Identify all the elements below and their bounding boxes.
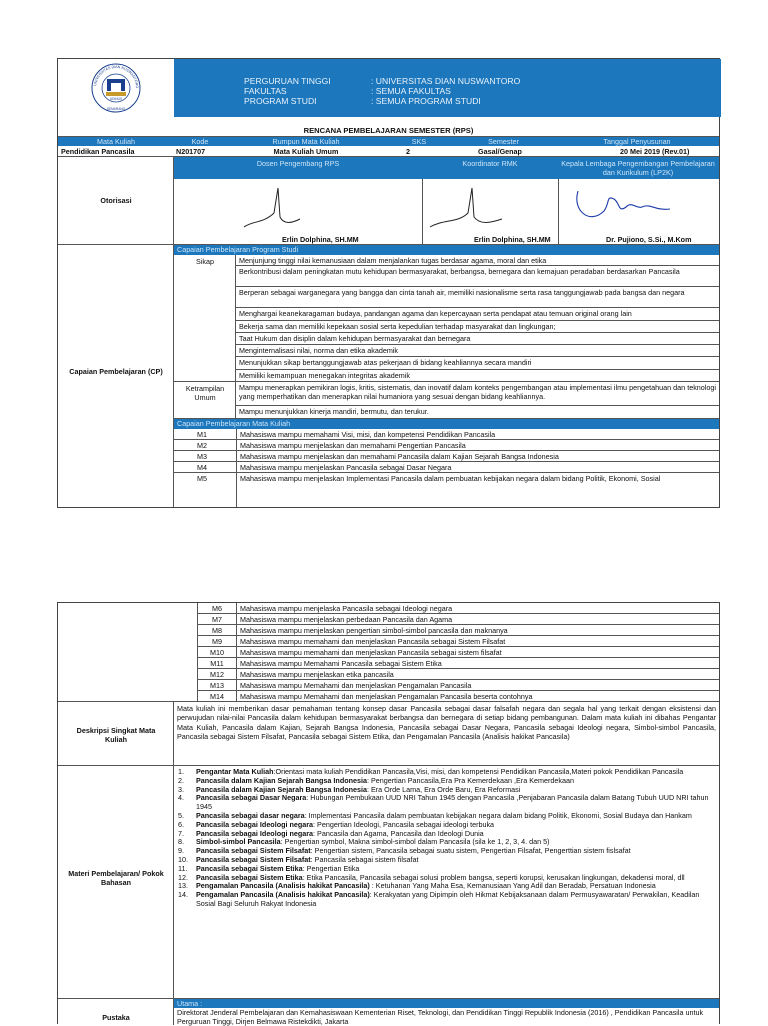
name-dosen: Erlin Dolphina, SH.MM bbox=[282, 235, 359, 244]
materi-number: 14. bbox=[178, 890, 188, 900]
cp-mk-row: M10 Mahasiswa mampu memahami dan menjelaskan Pancasila sebagai sistem filsafat bbox=[198, 647, 719, 658]
materi-topic: Pancasila sebagai dasar negara bbox=[196, 810, 305, 820]
course-date: 20 Mei 2019 (Rev.01) bbox=[620, 147, 690, 156]
pustaka-utama-text: Direktorat Jenderal Pembelajaran dan Kemahasiswaan Kementerian Riset, Teknologi, dan Pendidikan Tinggi Republik Indonesia (2016) , Pendidikan Pancasila untuk Perguruan Tinggi, Dirjen Belmawa Ristekdikti, Jakarta bbox=[177, 1008, 704, 1026]
col-rumpun: Rumpun Mata Kuliah bbox=[272, 137, 340, 146]
materi-detail: : Etika Pancasila, Pancasila sebagai solusi problem bangsa, seperti korupsi, kerusakan lingkungan, dekadensi moral, dll bbox=[302, 872, 685, 882]
sikap-item: Menginternalisasi nilai, norma dan etika akademik bbox=[236, 345, 719, 357]
materi-topic: Pancasila dalam Kajian Sejarah Bangsa Indonesia bbox=[196, 775, 367, 785]
sikap-item: Memiliki kemampuan menegakan integritas akademik bbox=[236, 370, 719, 382]
cp-mk-row: M8 Mahasiswa mampu menjelaskan pengertian simbol-simbol pancasila dan maknanya bbox=[198, 625, 719, 636]
rps-page-2 bbox=[57, 602, 720, 1024]
materi-number: 9. bbox=[178, 846, 184, 856]
col-mata-kuliah: Mata Kuliah bbox=[97, 137, 135, 146]
sikap-item: Bekerja sama dan memiliki kepekaan sosial serta kepedulian terhadap masyarakat dan lingkungan; bbox=[236, 321, 719, 333]
label-fakultas: FAKULTAS bbox=[244, 86, 287, 96]
label-perguruan-tinggi: PERGURUAN TINGGI bbox=[244, 76, 331, 86]
role-dosen: Dosen Pengembang RPS bbox=[256, 159, 340, 168]
course-name: Pendidikan Pancasila bbox=[61, 147, 135, 156]
cp-mk-continuation-label bbox=[58, 603, 198, 702]
cp-mk-row: M12 Mahasiswa mampu menjelaskan etika pancasila bbox=[198, 669, 719, 680]
ketrampilan-list bbox=[236, 382, 719, 419]
materi-number: 1. bbox=[178, 767, 184, 776]
sikap-item: Menjunjung tinggi nilai kemanusiaan dalam menjalankan tugas berdasar agama, moral dan etika bbox=[236, 255, 719, 266]
materi-number: 3. bbox=[178, 784, 184, 794]
materi-topic: Pancasila sebagai Ideologi negara bbox=[196, 828, 314, 838]
svg-text:UNIVERSITAS DIAN NUSWANTORO: UNIVERSITAS DIAN NUSWANTORO bbox=[93, 64, 140, 89]
header-spacer bbox=[174, 59, 227, 117]
materi-detail: : Pengertian symbol, Makna simbol-simbol dalam Pancasila (sila ke 1, 2, 3, 4. dan 5) bbox=[280, 837, 550, 847]
cp-mk-row: M6 Mahasiswa mampu menjelaska Pancasila sebagai Ideologi negara bbox=[198, 603, 719, 614]
materi-detail: : Pengertian Ideologi, Pancasila sebagai ideologi terbuka bbox=[313, 819, 495, 829]
pustaka-label-cell bbox=[58, 999, 174, 1025]
otorisasi-roles-row bbox=[174, 157, 719, 179]
materi-detail: :Orientasi mata kuliah Pendidikan Pancasila,Visi, misi, dan kompetensi Pendidikan Pancasila,Materi pokok Pendidikan Pancasila bbox=[273, 767, 684, 776]
deskripsi-text: Mata kuliah ini memberikan dasar pemahaman tentang konsep dasar Pancasila sebagai dasar falsafah negara dan segala hal yang terkait dengan eksistensi dan perwujudan nilai-nilai Pancasila dalam kehidupan bermasyarakat berbangsa dan bernegara di setiap bidang pembangunan. Dalam mata kuliah ini dibahas Pengantar Mata Kuliah, Pancasila dalam Kajian, Sejarah Bangsa Indonesia, Pancasila sebagai Dasar Negara, Pancasila sebagai Ideologi negara, Simbol-simbol Pancasila, Pancasila sebagai Sistem Filsafat, Pancasila sebagai Sistem Etika, dan Pengamalan Pancasila (Analisis hakikat Pancasila) bbox=[174, 702, 719, 766]
rps-title: RENCANA PEMBELAJARAN SEMESTER (RPS) bbox=[58, 126, 719, 137]
materi-topic: Pancasila dalam Kajian Sejarah Bangsa Indonesia bbox=[196, 784, 367, 794]
materi-detail: : Pancasila sebagai sistem filsafat bbox=[310, 854, 419, 864]
materi-number: 8. bbox=[178, 837, 184, 847]
materi-topic: Simbol-simbol Pancasila bbox=[196, 837, 281, 847]
materi-list bbox=[174, 768, 719, 909]
materi-label: Materi Pembelajaran/ Pokok Bahasan bbox=[68, 869, 164, 887]
cp-program-header: Capaian Pembelajaran Program Studi bbox=[174, 245, 719, 255]
course-semester: Gasal/Genap bbox=[478, 147, 522, 156]
cp-mk-row: M1 Mahasiswa mampu memahami Visi, misi, dan kompetensi Pendidikan Pancasila bbox=[174, 429, 719, 440]
cp-mk-header: Capaian Pembelajaran Mata Kuliah bbox=[174, 419, 719, 429]
materi-number: 2. bbox=[178, 775, 184, 785]
label-program-studi: PROGRAM STUDI bbox=[244, 96, 317, 106]
university-logo bbox=[58, 59, 175, 117]
role-koordinator: Koordinator RMK bbox=[462, 159, 518, 168]
cp-mk-row: M2 Mahasiswa mampu menjelaskan dan memahami Pengertian Pancasila bbox=[174, 440, 719, 451]
svg-text:UDINUS: UDINUS bbox=[109, 97, 123, 101]
sikap-label: Sikap bbox=[196, 257, 214, 266]
ketrampilan-label: Ketrampilan Umum bbox=[185, 384, 225, 402]
cp-label-cell bbox=[58, 245, 174, 507]
sikap-item: Taat Hukum dan disiplin dalam kehidupan bermasyarakat dan bernegara bbox=[236, 333, 719, 345]
cp-mk-row: M7 Mahasiswa mampu menjelaskan perbedaan Pancasila dan Agama bbox=[198, 614, 719, 625]
materi-topic: Pengamalan Pancasila (Analisis hakikat Pancasila) bbox=[196, 890, 370, 900]
otorisasi-label: Otorisasi bbox=[100, 196, 132, 205]
materi-detail: : Hubungan Pembukaan UUD NRI Tahun 1945 dengan Pancasila ,Penjabaran Pancasila dalam Batang Tubuh UUD NRI tahun 1945 bbox=[196, 793, 709, 812]
materi-number: 11. bbox=[178, 863, 188, 873]
otorisasi-signatures-row bbox=[174, 179, 719, 245]
course-values-row bbox=[58, 146, 719, 157]
materi-detail: : Pancasila dan Agama, Pancasila dan Ideologi Dunia bbox=[313, 828, 484, 838]
signature-dosen-icon bbox=[234, 183, 314, 233]
sikap-list bbox=[236, 255, 719, 382]
materi-detail: : Pengertian Etika bbox=[302, 863, 360, 873]
udinus-seal-icon bbox=[58, 59, 174, 117]
sikap-item: Menunjukkan sikap bertanggungjawab atas pekerjaan di bidang keahliannya secara mandiri bbox=[236, 357, 719, 370]
cp-mk-row: M11 Mahasiswa mampu Memahami Pancasila sebagai Sistem Etika bbox=[198, 658, 719, 669]
name-koordinator: Erlin Dolphina, SH.MM bbox=[474, 235, 551, 244]
value-perguruan-tinggi: : UNIVERSITAS DIAN NUSWANTORO bbox=[371, 76, 521, 86]
materi-number: 6. bbox=[178, 819, 184, 829]
materi-topic: Pengamalan Pancasila (Analisis hakikat Pancasila) bbox=[196, 881, 370, 891]
materi-detail: : Pengertian sistem, Pancasila sebagai suatu sistem, Pengertian Filsafat, Pengerttian sistem fislsafat bbox=[310, 846, 631, 856]
materi-label-cell bbox=[58, 766, 174, 999]
value-program-studi: : SEMUA PROGRAM STUDI bbox=[371, 96, 481, 106]
svg-text:SEMARANG: SEMARANG bbox=[106, 107, 126, 111]
materi-detail: : Kerakyatan yang Dipimpin oleh Hikmat Kebijaksanaan dalam Permusyawaratan/ Perwakilan, Keadilan Sosial Bagi Seluruh Rakyat Indonesia bbox=[196, 890, 700, 908]
materi-list-cell bbox=[174, 766, 719, 999]
materi-item bbox=[174, 891, 719, 909]
col-tanggal: Tanggal Penyusunan bbox=[603, 137, 671, 146]
cp-mk-row: M4 Mahasiswa mampu menjelaskan Pancasila sebagai Dasar Negara bbox=[174, 462, 719, 473]
deskripsi-label: Deskripsi Singkat Mata Kuliah bbox=[76, 726, 156, 744]
materi-detail: : Implementasi Pancasila dalam pembuatan kebijakan negara dalam bidang Politik, Ekonomi, Sosial Budaya dan Hankam bbox=[304, 810, 692, 820]
materi-item bbox=[174, 794, 719, 812]
signature-kepala-icon bbox=[570, 181, 680, 231]
materi-number: 10. bbox=[178, 854, 188, 864]
sikap-item: Berkontribusi dalam peningkatan mutu kehidupan bermasyarakat, berbangsa, bernegara dan kemajuan peradaban berdasarkan Pancasila bbox=[236, 266, 719, 287]
sikap-item: Berperan sebagai warganegara yang bangga dan cinta tanah air, memiliki nasionalisme serta rasa tanggungjawab pada bangsa dan negara bbox=[236, 287, 719, 308]
ketrampilan-item: Mampu menerapkan pemikiran logis, kritis, sistematis, dan inovatif dalam konteks pengembangan atau implementasi ilmu pengetahuan dan teknologi yang memperhatikan dan menerapkan nilai humaniora yang sesuai dengan bidang keahliannya. bbox=[236, 382, 719, 406]
materi-detail: : Pengertian Pancasila,Era Pra Kemerdekaan ,Era Kemerdekaan bbox=[366, 775, 574, 785]
cp-mk-row: M9 Mahasiswa mampu memahami dan menjelaskan Pancasila sebagai Sistem Filsafat bbox=[198, 636, 719, 647]
materi-number: 12. bbox=[178, 872, 188, 882]
materi-topic: Pengantar Mata Kuliah bbox=[196, 767, 274, 776]
cp-mk-list-page1 bbox=[174, 429, 719, 507]
cp-mk-list-page2 bbox=[198, 603, 719, 702]
deskripsi-label-cell bbox=[58, 702, 174, 766]
cp-label: Capaian Pembelajaran (CP) bbox=[69, 367, 163, 376]
materi-topic: Pancasila sebagai Sistem Filsafat bbox=[196, 854, 311, 864]
materi-number: 7. bbox=[178, 828, 184, 838]
materi-detail: : Era Orde Lama, Era Orde Baru, Era Reformasi bbox=[366, 784, 521, 794]
pustaka-label: Pustaka bbox=[102, 1013, 130, 1022]
materi-detail: : Ketuhanan Yang Maha Esa, Kemanusiaan Yang Adil dan Beradab, Persatuan Indonesia bbox=[369, 881, 656, 891]
signature-koordinator-icon bbox=[424, 183, 514, 233]
ketrampilan-item: Mampu menunjukkan kinerja mandiri, bermutu, dan terukur. bbox=[236, 406, 719, 419]
col-sks: SKS bbox=[411, 137, 427, 146]
ketrampilan-label-cell bbox=[174, 382, 236, 419]
materi-number: 4. bbox=[178, 793, 184, 803]
cp-mk-row: M14 Mahasiswa mampu Memahami dan menjelaskan Pengamalan Pancasila beserta contohnya bbox=[210, 692, 533, 701]
cp-mk-row: M5 Mahasiswa mampu menjelaskan Implementasi Pancasila dalam pembuatan kebijakan negara dalam bidang Politik, Ekonomi, Sosial bbox=[197, 474, 661, 483]
materi-topic: Pancasila sebagai Ideologi negara bbox=[196, 819, 314, 829]
cp-mk-row: M3 Mahasiswa mampu menjelaskan dan memahami Pancasila dalam Kajian Sejarah Bangsa Indonesia bbox=[174, 451, 719, 462]
course-sks: 2 bbox=[406, 147, 410, 156]
materi-number: 13. bbox=[178, 881, 188, 891]
sikap-item: Menghargai keanekaragaman budaya, pandangan agama dan kepercayaan serta pendapat atau temuan original orang lain bbox=[236, 308, 719, 321]
materi-topic: Pancasila sebagai Sistem Filsafat bbox=[196, 846, 311, 856]
materi-topic: Pancasila sebagai Sistem Etika bbox=[196, 872, 303, 882]
course-rumpun: Mata Kuliah Umum bbox=[273, 147, 339, 156]
materi-topic: Pancasila sebagai Dasar Negara bbox=[196, 793, 307, 803]
course-code: N201707 bbox=[176, 147, 206, 156]
materi-number: 5. bbox=[178, 810, 184, 820]
otorisasi-label-cell bbox=[58, 157, 174, 245]
course-header-row bbox=[58, 137, 719, 146]
cp-mk-row: M13 Mahasiswa mampu Memahami dan menjelaskan Pengamalan Pancasila bbox=[198, 680, 719, 691]
name-kepala: Dr. Pujiono, S.Si., M.Kom bbox=[606, 235, 692, 244]
role-kepala: Kepala Lembaga Pengembangan Pembelajaran dan Kurikulum (LP2K) bbox=[561, 159, 715, 177]
value-fakultas: : SEMUA FAKULTAS bbox=[371, 86, 451, 96]
pustaka-utama-header: Utama : bbox=[174, 999, 719, 1008]
materi-topic: Pancasila sebagai Sistem Etika bbox=[196, 863, 303, 873]
rps-page-1 bbox=[57, 58, 720, 508]
col-semester: Semester bbox=[488, 137, 519, 146]
col-kode: Kode bbox=[191, 137, 209, 146]
sikap-label-cell bbox=[174, 255, 236, 382]
institution-header bbox=[226, 59, 721, 117]
